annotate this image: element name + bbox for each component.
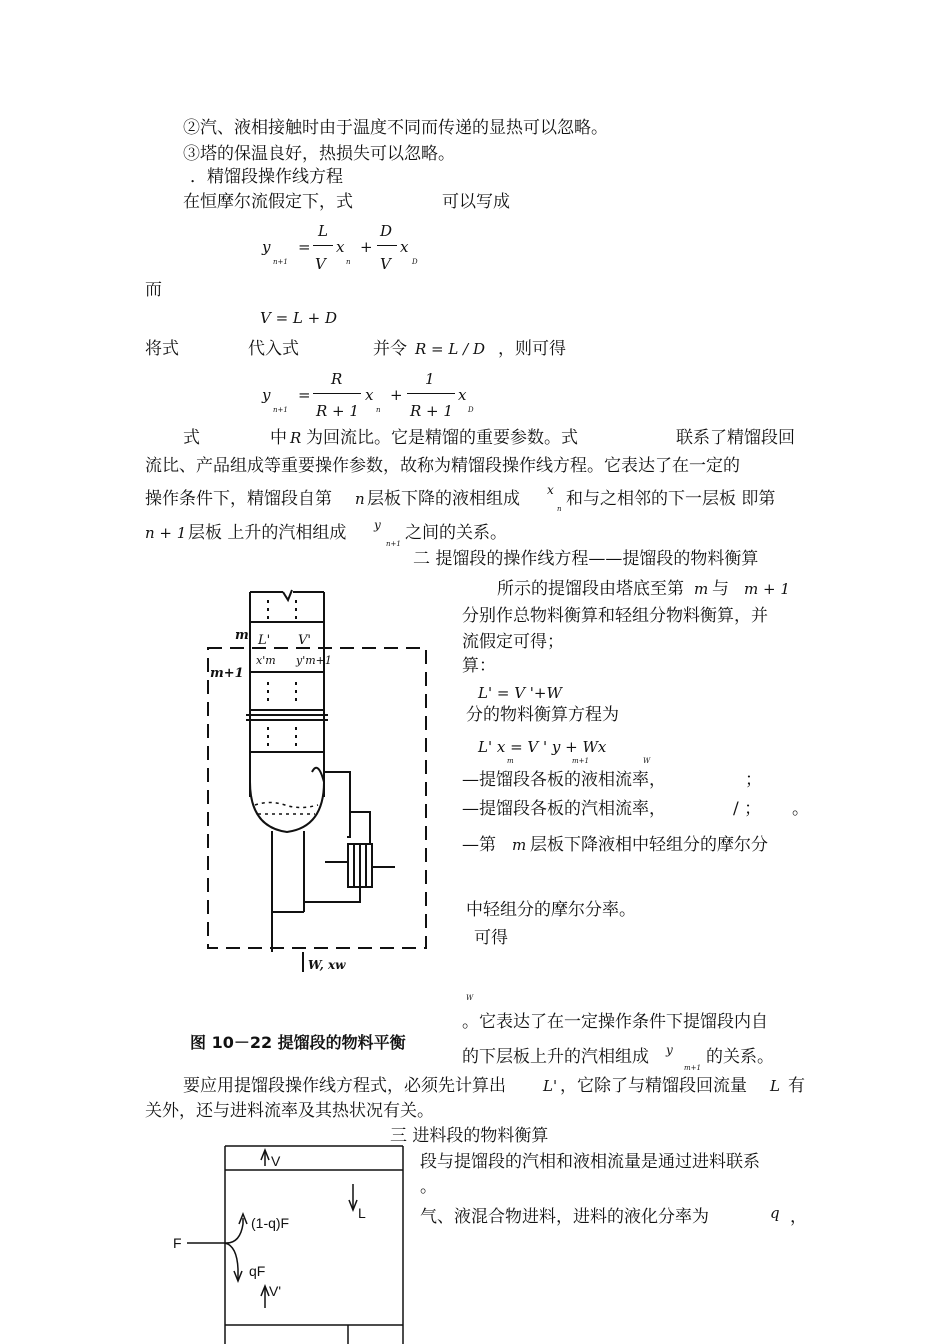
intro-text: 在恒摩尔流假定下，式 bbox=[183, 192, 353, 212]
right-3: 流假定可得； bbox=[462, 632, 564, 652]
eq1-x: x bbox=[336, 238, 345, 256]
para5-c: 有 bbox=[788, 1076, 805, 1096]
fig2-label-F: F bbox=[173, 1235, 182, 1251]
eq1-fraction-bar2 bbox=[377, 245, 397, 246]
para3-a: 操作条件下，精馏段自第 bbox=[145, 489, 332, 509]
eq2-fraction-bar2 bbox=[407, 393, 455, 394]
fig2-label-q1F: (1-q)F bbox=[251, 1215, 290, 1231]
eq2-plus: + bbox=[390, 386, 403, 404]
text-substitute-c: 并令 bbox=[373, 339, 407, 359]
eq2-subn: n bbox=[376, 406, 381, 414]
eq-total-balance: L' = V '+W bbox=[478, 684, 562, 702]
text-er: 而 bbox=[145, 280, 162, 300]
right-2: 分别作总物料衡算和轻组分物料衡算，并 bbox=[462, 606, 768, 626]
bottom-3a: 气、液混合物进料，进料的液化分率为 bbox=[420, 1207, 709, 1227]
right-7c: 。 bbox=[792, 799, 809, 819]
right-7: —提馏段各板的汽相流率， bbox=[462, 799, 666, 819]
right-4: 算： bbox=[462, 656, 496, 676]
para1-c: 为回流比。它是精馏的重要参数。式 bbox=[306, 428, 578, 448]
eq2-x2: x bbox=[458, 386, 467, 404]
eq1-subn: n bbox=[346, 258, 351, 266]
eq1-eq: = bbox=[298, 238, 311, 256]
fig1-label-m1: m+1 bbox=[210, 666, 244, 681]
right-1-m1: m + 1 bbox=[744, 580, 790, 598]
eq2-R: R bbox=[331, 370, 343, 388]
bal2-sub-m: m bbox=[507, 757, 514, 765]
para3-b: 层板下降的液相组成 bbox=[367, 489, 520, 509]
eq1-V: V bbox=[315, 255, 326, 273]
eq2-R1: R + 1 bbox=[316, 402, 359, 420]
right-12-sub: m+1 bbox=[684, 1064, 701, 1072]
section-heading-rectifying: ．精馏段操作线方程 bbox=[190, 167, 343, 187]
para3-n: n bbox=[355, 490, 365, 508]
bottom-2: 。 bbox=[420, 1177, 437, 1197]
para3-c: 和与之相邻的下一层板 即第 bbox=[566, 489, 776, 509]
bal2-sub-m1: m+1 bbox=[572, 757, 589, 765]
intro-text-b: 可以写成 bbox=[442, 192, 510, 212]
eq1-L: L bbox=[318, 222, 328, 240]
eq1-V2: V bbox=[380, 255, 391, 273]
fig2-label-L: L bbox=[358, 1205, 366, 1221]
para4-a: 层板 上升的汽相组成 bbox=[188, 523, 347, 543]
eq1-y: y bbox=[262, 238, 271, 256]
bottom-3-q: q bbox=[770, 1204, 780, 1222]
eq1-plus: + bbox=[360, 238, 373, 256]
para4-b: 之间的关系。 bbox=[405, 523, 507, 543]
eq1-x2: x bbox=[400, 238, 409, 256]
right-6: —提馏段各板的液相流率， bbox=[462, 770, 666, 790]
assumption-3: ③塔的保温良好，热损失可以忽略。 bbox=[183, 144, 455, 164]
fig1-label-W: W, xw bbox=[308, 958, 346, 972]
eq2-fraction-bar bbox=[313, 393, 361, 394]
para1-a: 式 bbox=[183, 428, 200, 448]
eq-R-def: R = L / D bbox=[415, 340, 485, 358]
eq2-y: y bbox=[262, 386, 271, 404]
para5-Lp: L' bbox=[543, 1077, 558, 1095]
right-10: 可得 bbox=[474, 928, 508, 948]
para1-R: R bbox=[290, 429, 302, 447]
fig2-label-V: V bbox=[271, 1153, 281, 1169]
para4-n1: n + 1 bbox=[145, 524, 187, 542]
right-8-m: m bbox=[512, 836, 527, 854]
para3-x: x bbox=[547, 483, 554, 497]
right-8b: 层板下降液相中轻组分的摩尔分 bbox=[530, 835, 768, 855]
fig2-label-qF: qF bbox=[249, 1263, 266, 1279]
eq-component-balance: L' x = V ' y + Wx bbox=[478, 738, 607, 756]
right-12-y: y bbox=[666, 1043, 673, 1057]
right-12a: 的下层板上升的汽相组成 bbox=[462, 1047, 649, 1067]
right-8a: —第 bbox=[462, 835, 496, 855]
eq1-sub: n+1 bbox=[273, 258, 288, 266]
section-heading-stripping: 二 提馏段的操作线方程——提馏段的物料衡算 bbox=[413, 549, 759, 569]
eq2-x: x bbox=[365, 386, 374, 404]
para5-a: 要应用提馏段操作线方程式，必须先计算出 bbox=[183, 1076, 506, 1096]
para3-sub: n bbox=[557, 505, 562, 513]
stripping-section-figure bbox=[200, 582, 440, 972]
eq2-one: 1 bbox=[425, 370, 435, 388]
bottom-1: 段与提馏段的汽相和液相流量是通过进料联系 bbox=[420, 1152, 760, 1172]
bottom-3b: ， bbox=[790, 1207, 807, 1227]
para1-d: 联系了精馏段回 bbox=[676, 428, 795, 448]
right-11: 。它表达了在一定操作条件下提馏段内自 bbox=[462, 1012, 768, 1032]
fig1-label-Lp: L' bbox=[258, 633, 271, 648]
right-12b: 的关系。 bbox=[706, 1047, 774, 1067]
fig1-label-m: m bbox=[235, 628, 249, 643]
right-9: 中轻组分的摩尔分率。 bbox=[466, 900, 636, 920]
right-7b: / ； bbox=[733, 799, 762, 819]
figure1-caption: 图 10－22 提馏段的物料平衡 bbox=[190, 1033, 406, 1052]
eq1-fraction-bar bbox=[313, 245, 333, 246]
para5-b: ，它除了与精馏段回流量 bbox=[560, 1076, 747, 1096]
para2: 流比、产品组成等重要操作参数，故称为精馏段操作线方程。它表达了在一定的 bbox=[145, 456, 740, 476]
bal2-sub-W: W bbox=[643, 757, 651, 765]
right-sub-W: W bbox=[466, 994, 474, 1002]
eq1-subD: D bbox=[412, 258, 418, 266]
eq1-D: D bbox=[380, 222, 393, 240]
para4-sub: n+1 bbox=[386, 540, 401, 548]
eq-V-L-D: V = L + D bbox=[260, 309, 338, 327]
section-heading-feed: 三 进料段的物料衡算 bbox=[390, 1126, 549, 1146]
right-6b: ； bbox=[745, 770, 762, 790]
eq2-eq: = bbox=[298, 386, 311, 404]
right-1a: 所示的提馏段由塔底至第 bbox=[497, 579, 684, 599]
text-substitute-d: ，则可得 bbox=[498, 339, 566, 359]
fig1-label-Vp: V' bbox=[298, 633, 311, 648]
para5-L: L bbox=[770, 1077, 780, 1095]
fig1-label-ym1: y'm+1 bbox=[296, 654, 332, 667]
fig2-label-Vp: V' bbox=[269, 1283, 282, 1299]
eq2-R1b: R + 1 bbox=[410, 402, 453, 420]
text-substitute: 将式 bbox=[145, 339, 179, 359]
right-1-m: m bbox=[694, 580, 709, 598]
para6: 关外，还与进料流率及其热状况有关。 bbox=[145, 1101, 434, 1121]
assumption-2: ②汽、液相接触时由于温度不同而传递的显热可以忽略。 bbox=[183, 118, 608, 138]
eq2-subD: D bbox=[468, 406, 474, 414]
para1-b: 中 bbox=[270, 428, 287, 448]
text-substitute-b: 代入式 bbox=[248, 339, 299, 359]
right-5: 分的物料衡算方程为 bbox=[466, 705, 619, 725]
feed-section-figure bbox=[165, 1144, 425, 1344]
para4-y: y bbox=[374, 518, 381, 532]
right-1b: 与 bbox=[712, 579, 729, 599]
eq2-sub: n+1 bbox=[273, 406, 288, 414]
fig1-label-xm: x'm bbox=[256, 654, 276, 667]
